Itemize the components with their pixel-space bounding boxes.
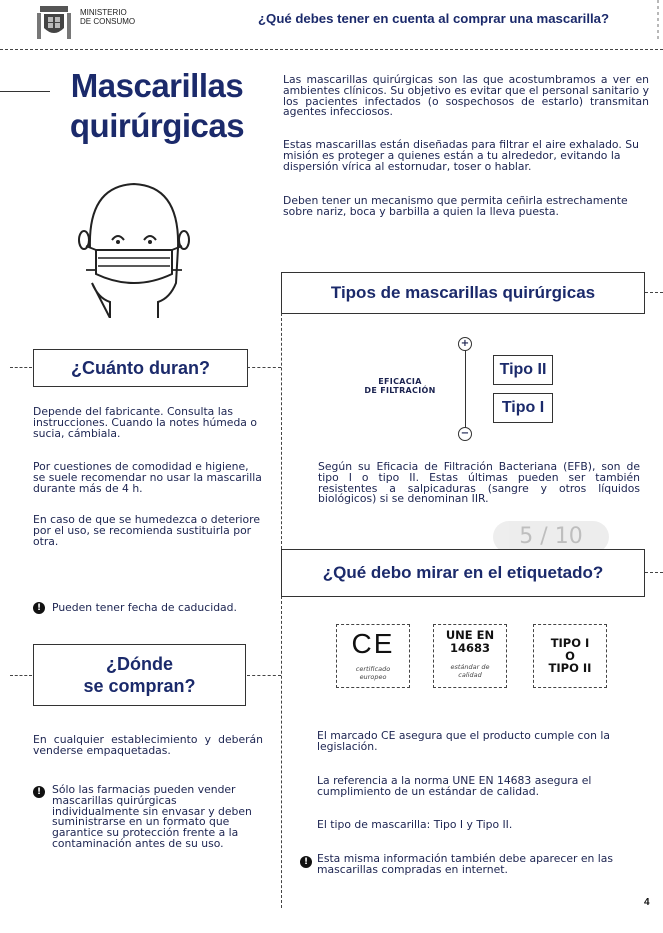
tipo-label-line-1: TIPO I	[550, 636, 590, 650]
ministry-line-1: MINISTERIO	[80, 8, 127, 17]
minus-icon: −	[458, 427, 472, 441]
etiquetado-une-text: La referencia a la norma UNE EN 14683 asegura el cumplimiento de un estándar de calidad.	[317, 774, 592, 798]
intro-paragraph-3: Deben tener un mecanismo que permita ceñirla estrechamente sobre nariz, boca y barbilla a quien la lleva puesta.	[283, 194, 628, 218]
plus-icon: +	[458, 337, 472, 351]
duran-connector-right	[247, 367, 281, 368]
tipo-label-line-3: TIPO II	[548, 661, 592, 675]
etiquetado-connector-right	[645, 572, 663, 573]
tipos-connector-right	[645, 292, 663, 293]
section-heading-donde	[33, 644, 246, 706]
ce-symbol: CE	[351, 628, 395, 659]
page-title	[52, 66, 262, 146]
tipo-i-box: Tipo I	[493, 393, 553, 423]
donde-paragraph-2: Sólo las farmacias pueden vender mascarillas quirúrgicas individualmente sin envasar y deben suministrarse en un formato que garantice su protección frente a la contaminación antes de su uso.	[52, 783, 252, 850]
donde-heading-line-1: ¿Dónde	[106, 654, 173, 674]
une-caption-line-2: calidad	[458, 671, 482, 679]
coat-of-arms-logo	[34, 4, 74, 42]
etiquetado-tipo-text: El tipo de mascarilla: Tipo I y Tipo II.	[317, 818, 513, 831]
title-line-1: Mascarillas	[70, 67, 244, 104]
donde-paragraph-1: En cualquier establecimiento y deberán venderse empaquetadas.	[33, 733, 263, 757]
section-heading-duracion: ¿Cuánto duran?	[33, 349, 248, 387]
section-heading-tipos: Tipos de mascarillas quirúrgicas	[281, 272, 645, 314]
duracion-note: Pueden tener fecha de caducidad.	[52, 601, 237, 614]
donde-connector-left	[10, 675, 32, 676]
intro-paragraph-2: Estas mascarillas están diseñadas para filtrar el aire exhalado. Su misión es proteger a quienes están a tu alrededor, evitando la dispersión vírica al estornudar, toser o hablar.	[283, 138, 639, 173]
duracion-paragraph-2: Por cuestiones de comodidad e higiene, se suele recomendar no usar la mascarilla durante más de 4 h.	[33, 460, 262, 495]
ministry-line-2: DE CONSUMO	[80, 17, 136, 26]
face-with-mask-illustration	[78, 178, 190, 318]
section-heading-etiquetado: ¿Qué debo mirar en el etiquetado?	[281, 549, 645, 597]
une-label-box	[433, 624, 507, 688]
tipo-label-line-2: O	[565, 649, 575, 663]
filtration-label	[360, 377, 440, 395]
column-divider-lower	[281, 596, 282, 908]
ministry-name	[80, 8, 135, 26]
une-caption-line-1: estándar de	[450, 663, 490, 671]
duracion-paragraph-3: En caso de que se humedezca o deteriore por el uso, se recomienda sustituirla por otra.	[33, 513, 261, 548]
ce-label-box	[336, 624, 410, 688]
warning-icon: !	[300, 856, 312, 868]
etiquetado-internet-text: Esta misma información también debe aparecer en las mascarillas compradas en internet.	[317, 852, 613, 876]
donde-heading-line-2: se compran?	[83, 676, 196, 696]
title-rule	[0, 91, 50, 92]
header-question: ¿Qué debes tener en cuenta al comprar una mascarilla?	[258, 11, 610, 26]
header-divider	[0, 49, 663, 50]
tipo-label-box	[533, 624, 607, 688]
une-line-1: UNE EN	[445, 628, 495, 642]
ce-caption-line-1: certificado	[355, 665, 391, 673]
title-line-2: quirúrgicas	[69, 107, 245, 144]
duracion-paragraph-1: Depende del fabricante. Consulta las instrucciones. Cuando la notes húmeda o sucia, cámbiala.	[33, 405, 257, 440]
efb-paragraph: Según su Eficacia de Filtración Bacteriana (EFB), son de tipo I o tipo II. Estas últimas pueden ser también resistentes a salpicaduras (sangre y otros líquidos biológicos) si se denominan IIR.	[318, 460, 640, 506]
ce-caption-line-2: europeo	[359, 673, 387, 681]
filtration-label-line-1: EFICACIA	[378, 377, 422, 386]
corner-mark	[650, 0, 663, 40]
column-divider	[281, 313, 282, 549]
page-counter: 5 / 10	[493, 521, 609, 553]
une-line-2: 14683	[449, 641, 490, 655]
donde-connector-right	[247, 675, 281, 676]
warning-icon: !	[33, 786, 45, 798]
intro-paragraph-1: Las mascarillas quirúrgicas son las que acostumbramos a ver en ambientes clínicos. Su objetivo es evitar que el personal sanitario y los pacientes infectados (o sospechosos de estarlo) transmitan agentes infecciosos.	[283, 73, 649, 119]
warning-icon: !	[33, 602, 45, 614]
filtration-scale-line	[465, 348, 466, 428]
duran-connector-left	[10, 367, 32, 368]
tipo-ii-box: Tipo II	[493, 355, 553, 385]
filtration-label-line-2: DE FILTRACIÓN	[364, 386, 436, 395]
page-number: 4	[644, 897, 650, 908]
etiquetado-ce-text: El marcado CE asegura que el producto cumple con la legislación.	[317, 729, 610, 753]
